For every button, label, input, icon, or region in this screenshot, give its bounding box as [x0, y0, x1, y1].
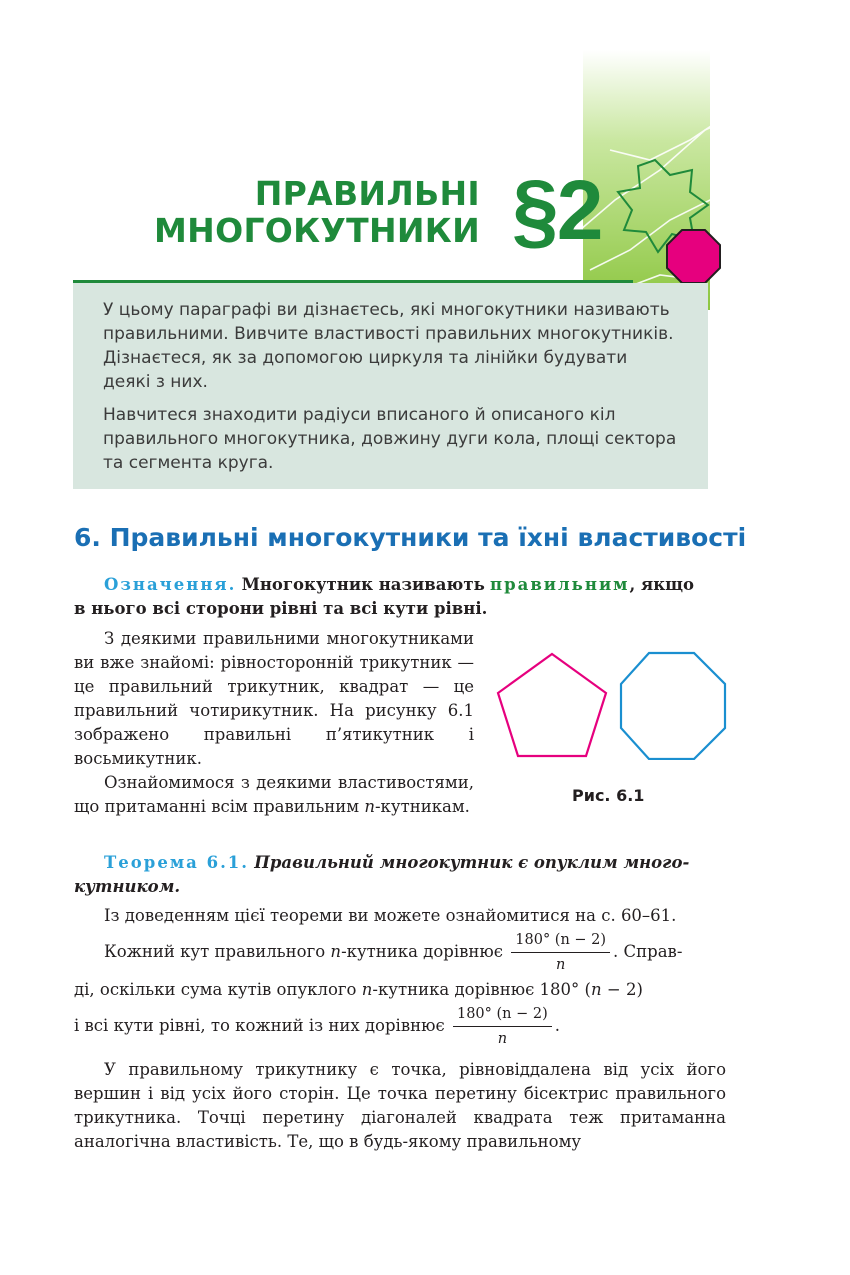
- figure-6-1: [495, 648, 730, 760]
- fraction-numerator: 180° (n − 2): [453, 1005, 552, 1027]
- variable-n: n: [364, 797, 375, 816]
- intro-paragraph-1: У цьому параграфі ви дізнаєтесь, які многокутники називають правильними. Вивчите властивості правильних многокутників. Дізнаєтеся, як за допомогою циркуля та лінійки будувати деякі з них.: [103, 300, 674, 392]
- paragraph-1-text: З деякими правильними многокутниками ви вже знайомі: рівносторонній трикутник — це правильний трикутник, квадрат — це правильний чотирикутник. На рисунку 6.1 зображено правильні п’ятикутник і восьмикутник.: [74, 629, 474, 768]
- definition-text-before: Многокутник називають: [241, 575, 485, 594]
- angle-text-1: Кожний кут правильного: [104, 942, 326, 961]
- angle-line-1: [104, 931, 726, 974]
- regular-pentagon: [498, 654, 606, 756]
- section-heading: 6. Правильні многокутники та їхні властивості: [74, 523, 747, 552]
- chapter-title-line1: ПРАВИЛЬНІ: [254, 174, 480, 213]
- angle-fraction: [511, 931, 610, 974]
- definition-text-after: , якщо: [629, 575, 694, 594]
- variable-n: n: [590, 980, 602, 999]
- definition-label: Означення.: [104, 575, 237, 594]
- definition-line-2: в нього всі сторони рівні та всі кути рівні.: [74, 599, 488, 618]
- figure-caption: Рис. 6.1: [572, 786, 645, 805]
- angle-line-3: [74, 1005, 726, 1048]
- intro-box: [73, 283, 708, 489]
- angle-text-2: -кутника дорівнює: [341, 942, 504, 961]
- paragraph-1: [74, 627, 474, 819]
- angle-text-5: -кутника дорівнює 180° (: [372, 980, 591, 999]
- paragraph-1-text-2: [74, 771, 474, 819]
- fraction-denominator: n: [555, 957, 566, 973]
- variable-n: n: [361, 980, 373, 999]
- definition: [104, 573, 726, 597]
- last-paragraph: У правильному трикутнику є точка, рівновіддалена від усіх його вершин і від усіх його сторін. Це точка перетину бісектрис правильного трикутника. Точці перетину діагоналей квадрата теж притаманна аналогічна властивість. Те, що в будь-якому правильному: [74, 1060, 726, 1151]
- definition-keyword: правильним: [490, 575, 630, 594]
- angle-line-2: [74, 978, 726, 1002]
- theorem: [104, 851, 726, 875]
- angle-text-8: .: [554, 1016, 560, 1035]
- angle-text-4: ді, оскільки сума кутів опуклого: [74, 980, 357, 999]
- paragraph-mark: §2: [512, 163, 602, 257]
- chapter-title-line2: МНОГОКУТНИКИ: [154, 211, 480, 250]
- angle-text-6: − 2): [601, 980, 643, 999]
- variable-n: n: [330, 942, 342, 961]
- fraction-denominator: n: [497, 1031, 508, 1047]
- paragraph-1-text-2b: -кутникам.: [374, 797, 470, 816]
- proof-note: Із доведенням цієї теореми ви можете ознайомитися на с. 60–61.: [104, 906, 677, 925]
- angle-text-7: і всі кути рівні, то кожний із них дорівнює: [74, 1016, 445, 1035]
- fraction-numerator: 180° (n − 2): [511, 931, 610, 953]
- octagon-magenta: [667, 230, 720, 283]
- angle-fraction-2: [453, 1005, 552, 1048]
- theorem-label: Теорема 6.1.: [104, 853, 250, 872]
- angle-text-3: . Справ-: [613, 942, 683, 961]
- paragraph-1-text-2a: Ознайомимося з деякими властивостями, що притаманні всім правильним: [74, 773, 474, 816]
- regular-octagon: [621, 653, 725, 759]
- intro-paragraph-2: Навчитеся знаходити радіуси вписаного й описаного кіл правильного многокутника, довжину дуги кола, площі сектора та сегмента круга.: [103, 405, 677, 473]
- theorem-text: Правильний многокутник є опуклим много-: [254, 853, 690, 872]
- theorem-line-2: кутником.: [74, 877, 181, 896]
